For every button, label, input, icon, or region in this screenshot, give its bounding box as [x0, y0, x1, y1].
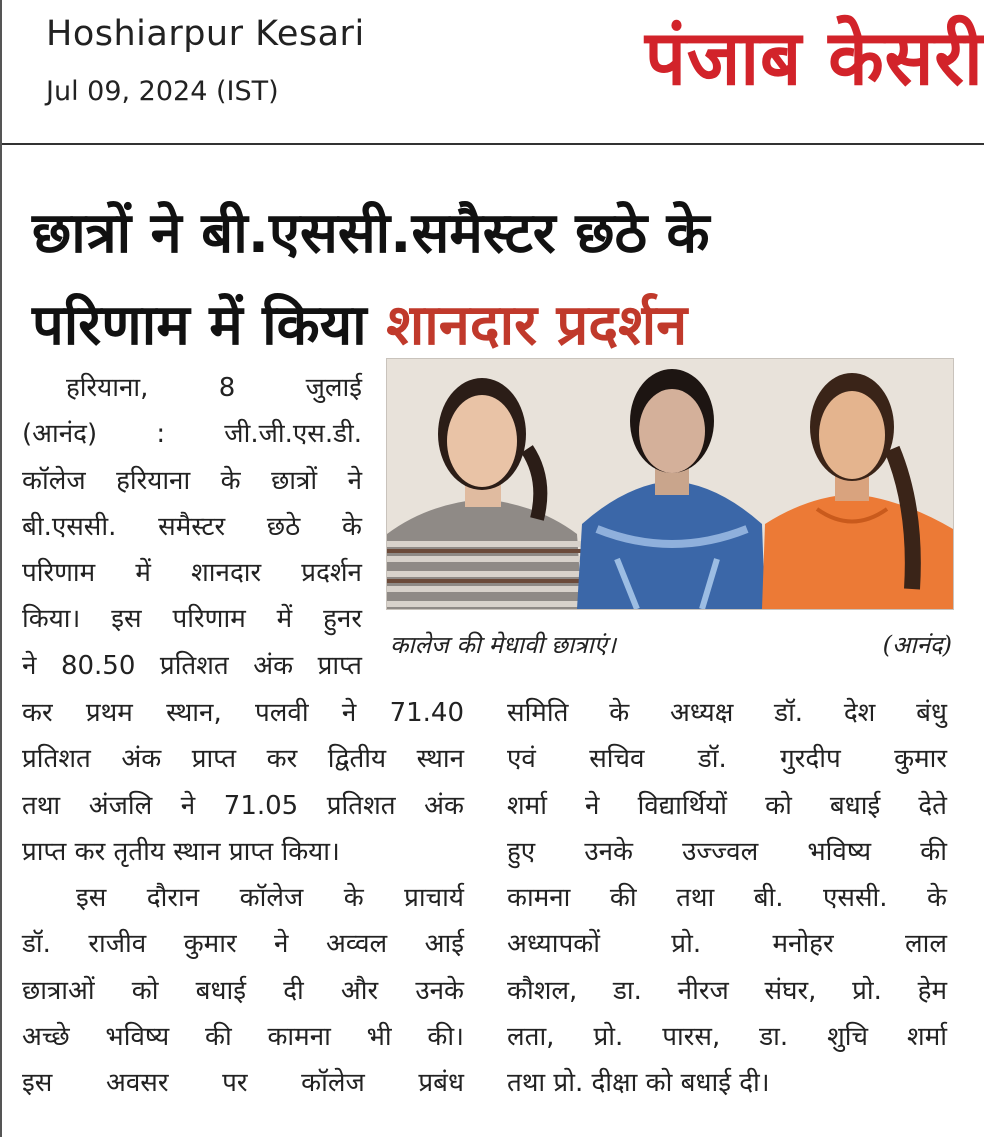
photo-caption-text: कालेज की मेधावी छात्राएं।	[390, 631, 617, 659]
article-line: बी.एससी. समैस्टर छठे के	[22, 511, 362, 542]
article-line: कामना की तथा बी. एससी. के	[507, 883, 947, 914]
article-line: तथा प्रो. दीक्षा को बधाई दी।	[507, 1068, 770, 1099]
article-line: अच्छे भविष्य की कामना भी की।	[22, 1022, 464, 1053]
photo-credit: (आनंद)	[882, 631, 952, 659]
article-photo	[386, 358, 954, 610]
article-line: एवं सचिव डॉ. गुरदीप कुमार	[507, 744, 947, 775]
photo-caption	[390, 628, 952, 668]
article-line: अध्यापकों प्रो. मनोहर लाल	[507, 929, 947, 960]
article-line: शर्मा ने विद्यार्थियों को बधाई देते	[507, 790, 947, 821]
article-line: लता, प्रो. पारस, डा. शुचि शर्मा	[507, 1022, 947, 1053]
edition-name: Hoshiarpur Kesari	[46, 14, 365, 54]
article-line: इस अवसर पर कॉलेज प्रबंध	[22, 1068, 464, 1099]
article-line: तथा अंजलि ने 71.05 प्रतिशत अंक	[22, 790, 464, 821]
article-line: किया। इस परिणाम में हुनर	[22, 604, 362, 635]
article-line: ने 80.50 प्रतिशत अंक प्राप्त	[22, 650, 362, 681]
article-line: इस दौरान कॉलेज के प्राचार्य	[76, 883, 464, 914]
article-column-1	[22, 365, 362, 689]
article-line: हरियाना, 8 जुलाई	[66, 373, 362, 403]
headline-accent: शानदार प्रदर्शन	[386, 293, 688, 358]
article-line: प्रतिशत अंक प्राप्त कर द्वितीय स्थान	[22, 744, 464, 775]
article-line: कर प्रथम स्थान, पलवी ने 71.40	[22, 698, 464, 728]
article-line: (आनंद) : जी.जी.एस.डी.	[22, 419, 362, 450]
article-column-3	[507, 690, 947, 1107]
article-line: परिणाम में शानदार प्रदर्शन	[22, 558, 362, 589]
article-line: हुए उनके उज्ज्वल भविष्य की	[507, 836, 947, 867]
article-line: कौशल, डा. नीरज संघर, प्रो. हेम	[507, 975, 947, 1006]
article-headline	[32, 188, 972, 372]
article-column-2	[22, 690, 464, 1107]
headline-line-1: छात्रों ने बी.एससी.समैस्टर छठे के	[32, 201, 710, 266]
article-line: प्राप्त कर तृतीय स्थान प्राप्त किया।	[22, 836, 340, 867]
students-photo-illustration	[387, 359, 953, 609]
header-divider	[2, 143, 984, 145]
article-line: समिति के अध्यक्ष डॉ. देश बंधु	[507, 698, 947, 728]
article-line: कॉलेज हरियाना के छात्रों ने	[22, 465, 362, 496]
publication-date: Jul 09, 2024 (IST)	[46, 76, 279, 107]
article-line: डॉ. राजीव कुमार ने अव्वल आई	[22, 929, 464, 960]
article-line: छात्राओं को बधाई दी और उनके	[22, 975, 464, 1006]
newspaper-logo: पंजाब केसरी	[645, 13, 984, 102]
headline-line-2-prefix: परिणाम में किया	[32, 293, 367, 358]
